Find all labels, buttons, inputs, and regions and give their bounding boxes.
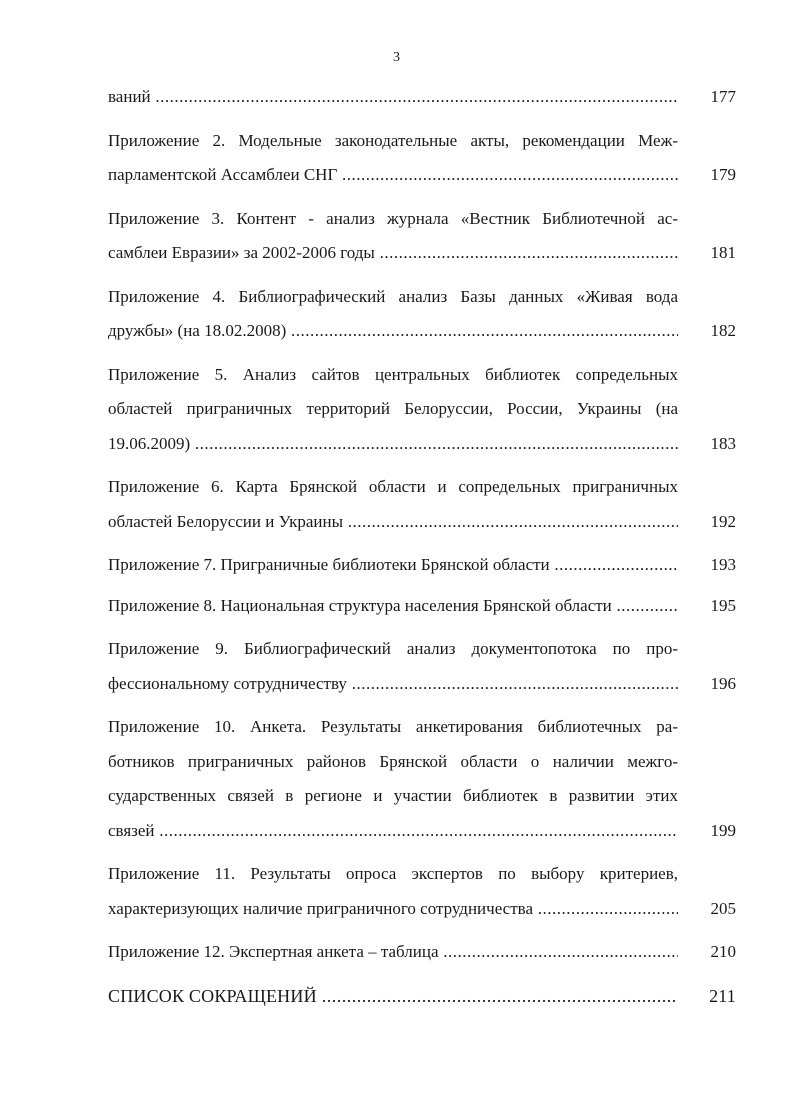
toc-entry-line: СПИСОК СОКРАЩЕНИЙ ..... [108,979,678,1014]
toc-entry-appendix-11 [108,857,736,926]
toc-entry-line: 19.06.2009) ..... [108,427,678,462]
toc-entry-line: самблеи Евразии» за 2002-2006 годы ..... [108,236,678,271]
toc-entry-line: ваний ..... [108,80,678,115]
toc-entry-line: Приложение 11. Результаты опроса экспертов по выбору критериев, [108,864,678,883]
toc-entry-line: Приложение 10. Анкета. Результаты анкетирования библиотечных ра- [108,717,678,736]
toc-entry-line: Приложение 3. Контент - анализ журнала «Вестник Библиотечной ас- [108,208,678,228]
toc-page-number: 205 [710,898,736,918]
toc-entry-line: парламентской Ассамблеи СНГ ..... [108,158,678,193]
toc-entry-line: Приложение 5. Анализ сайтов центральных библиотек сопредельных [108,364,678,384]
toc-entry-line: Приложение 4. Библиографический анализ Базы данных «Живая вода [108,286,678,306]
toc-entry-line: Приложение 12. Экспертная анкета – таблица ..... [108,935,678,970]
toc-entry-appendix-9 [108,632,736,701]
toc-entry-line: дружбы» (на 18.02.2008) ..... [108,314,678,349]
toc-entry-appendix-12 [108,935,736,970]
toc-entry-line: ботников приграничных районов Брянской области о наличии межго- [108,751,678,771]
toc-page-number: 199 [710,820,736,840]
toc-page-number: 192 [710,511,736,531]
toc-page-number: 195 [710,595,736,615]
toc-entry-appendix-4 [108,280,736,349]
toc-entry-abbreviations [108,979,736,1014]
toc-page-number: 193 [710,555,736,574]
toc-page-number: 196 [710,673,736,693]
toc-entry-line: областей Белоруссии и Украины ..... [108,505,678,540]
page-number: 3 [393,50,400,65]
toc-entry-line: Приложение 6. Карта Брянской области и сопредельных приграничных [108,477,678,496]
toc-entry-line: сударственных связей в регионе и участии библиотек в развитии этих [108,786,678,805]
toc-entry-line: областей приграничных территорий Белоруссии, России, Украины (на [108,399,678,418]
toc-page-number: 211 [709,985,736,1006]
toc-entry-line: Приложение 7. Приграничные библиотеки Брянской области ..... [108,548,678,583]
toc-entry-appendix-3 [108,202,736,271]
toc-entry-line: характеризующих наличие приграничного сотрудничества ..... [108,892,678,927]
toc-entry-appendix-2 [108,124,736,193]
toc-entry-vaniy [108,80,736,115]
toc-page-number: 210 [710,942,736,961]
toc-entry-line: Приложение 9. Библиографический анализ документопотока по про- [108,639,678,658]
table-of-contents [108,80,736,1013]
toc-entry-appendix-6 [108,470,736,539]
toc-page-number: 183 [710,433,736,453]
toc-entry-line: Приложение 8. Национальная структура населения Брянской области ..... [108,589,678,624]
toc-entry-appendix-10 [108,710,736,848]
toc-page-number: 181 [710,243,736,262]
toc-entry-line: связей ..... [108,814,678,849]
toc-entry-appendix-8 [108,589,736,624]
toc-page-number: 177 [710,87,736,106]
toc-page-number: 179 [710,165,736,184]
toc-entry-line: фессиональному сотрудничеству ..... [108,667,678,702]
toc-entry-line: Приложение 2. Модельные законодательные акты, рекомендации Меж- [108,130,678,150]
toc-entry-appendix-7 [108,548,736,583]
toc-page-number: 182 [710,321,736,340]
toc-entry-appendix-5 [108,358,736,462]
